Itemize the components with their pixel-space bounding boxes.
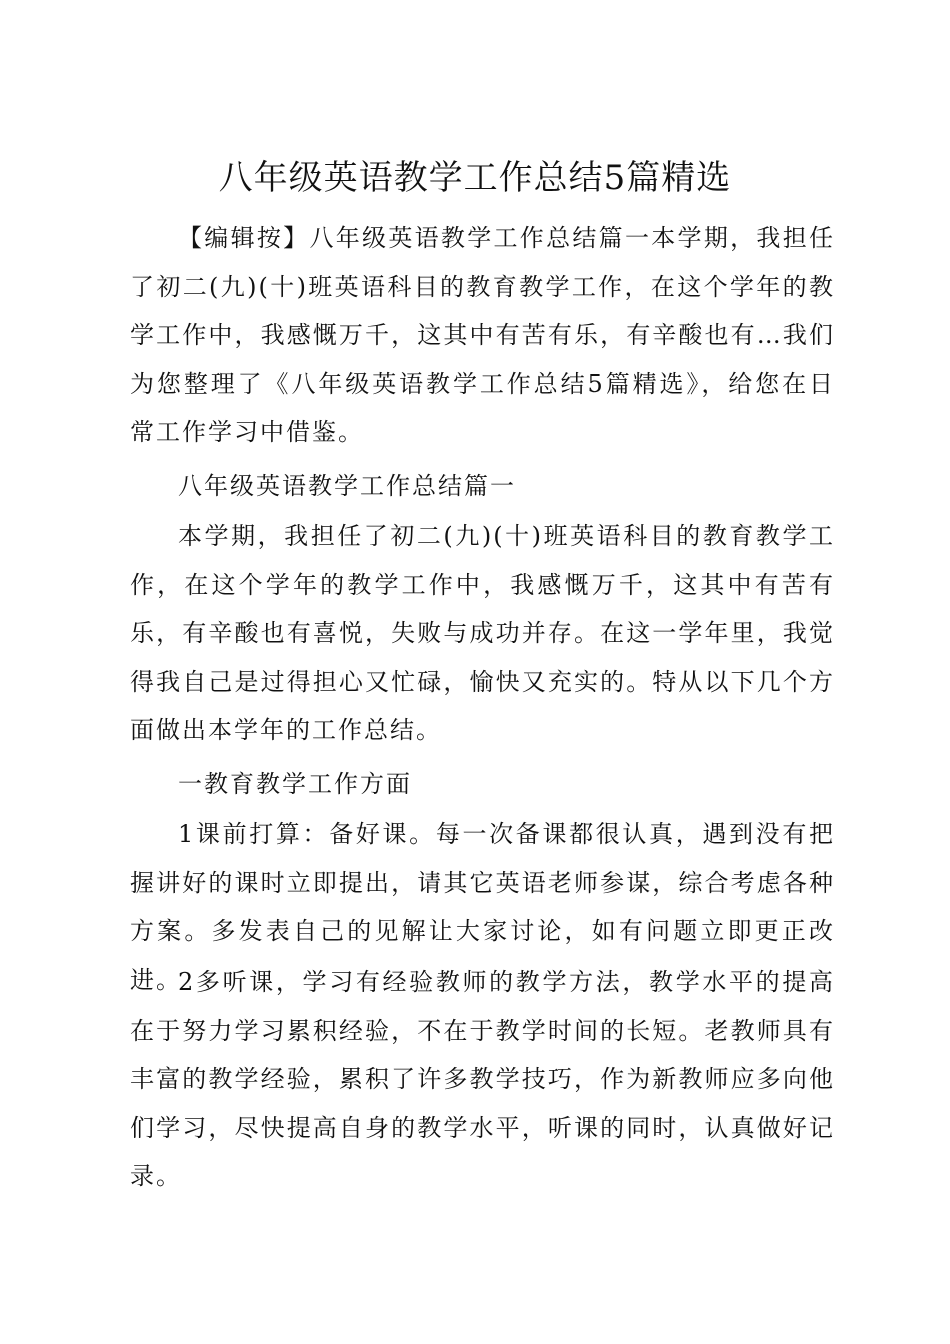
subheading-teaching-work: 一教育教学工作方面 xyxy=(178,770,412,798)
section-heading-part-one: 八年级英语教学工作总结篇一 xyxy=(178,472,516,500)
intro-paragraph: 本学期，我担任了初二(九)(十)班英语科目的教育教学工作，在这个学年的教学工作中，我感慨万千，这其中有苦有乐，有辛酸也有喜悦，失败与成功并存。在这一学年里，我觉得我自己是过得担心又忙碌，愉快又充实的。特从以下几个方面做出本学年的工作总结。 xyxy=(130,522,835,744)
editor-note-paragraph: 【编辑按】八年级英语教学工作总结篇一本学期，我担任了初二(九)(十)班英语科目的教育教学工作，在这个学年的教学工作中，我感慨万千，这其中有苦有乐，有辛酸也有…我们为您整理了《八年级英语教学工作总结5篇精选》，给您在日常工作学习中借鉴。 xyxy=(130,224,835,446)
document-title: 八年级英语教学工作总结5篇精选 xyxy=(218,158,732,198)
paragraph-lesson-preparation: 1课前打算：备好课。每一次备课都很认真，遇到没有把握讲好的课时立即提出，请其它英语老师参谋，综合考虑各种方案。多发表自己的见解让大家讨论，如有问题立即更正改进。 xyxy=(130,820,835,994)
paragraph-class-observation: 2多听课，学习有经验教师的教学方法，教学水平的提高在于努力学习累积经验，不在于教学时间的长短。老教师具有丰富的教学经验，累积了许多教学技巧，作为新教师应多向他们学习，尽快提高自身的教学水平，听课的同时，认真做好记录。 xyxy=(130,968,835,1190)
